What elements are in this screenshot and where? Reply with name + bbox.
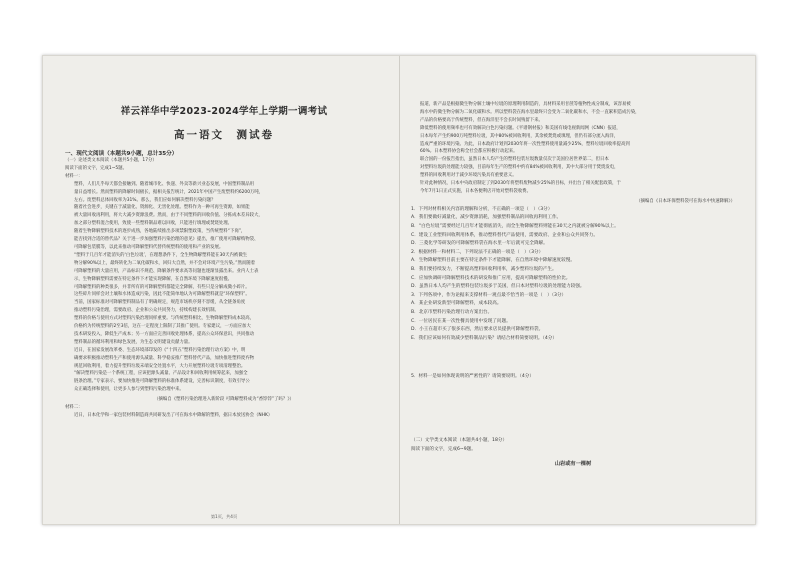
- question-item: 5．材料一是如何体现说明的严密性的？请简要说明。（4分）: [411, 374, 534, 380]
- exam-subtitle: 高一语文 测试卷: [174, 129, 274, 141]
- subsection-heading: （二）文学类文本阅读（本题共4小题，18分）: [411, 437, 508, 443]
- paragraph-line: 链条治理。”专家表示，要加快推进可降解塑料的标准体系建设，完善标识制度，有效引导公: [74, 379, 250, 385]
- question-item: B．“白色垃圾”需要经过几百年才能彻底消失，而全生物降解塑料则能在30天之内就被分解90%以上。: [411, 224, 619, 230]
- paragraph-line: 塑料的价格与使用方式对塑料污染治理同样重要。与传统塑料相比，生物降解塑料成本较高，: [74, 316, 255, 322]
- paragraph-line: 随着生物降解塑料技术的逐步成熟，各地陆续推出多项禁限塑政策，当传统塑料“下岗”，: [74, 229, 246, 235]
- paragraph-line: 可降解塑料的大量应用，产品标识不规范、降解条件要求高等问题也逐渐显露出来。业内人士表: [74, 268, 259, 274]
- paragraph-line: 造成严重的环境污染。为此，日本政府计划到2030年将一次性塑料使用量减少25%，塑料垃圾回收率提高到: [420, 141, 630, 147]
- question-item: B．北京市塑料污染治理行动方案出台。: [411, 310, 493, 315]
- page-fold-line: [399, 56, 400, 524]
- paragraph-line: 塑料，人们几乎每天都会接触到。随着城市化、快递、外卖等新兴业态发展，中国塑料制品用: [74, 181, 255, 187]
- left-page: [65, 56, 383, 524]
- question-item: A．我们要做好减量化，减少资源消耗，加强塑料制品的回收再利用工作。: [411, 215, 562, 221]
- paragraph-line: 可降解包装膜等，以此来推动可降解塑料代替传统塑料的使用和产业的发展。: [74, 244, 224, 250]
- paragraph-line: 价格约为传统塑料的2至3倍，这在一定程度上限制了其推广使用。专家建议，一方面应加大: [74, 324, 251, 330]
- paragraph-line: 示，生物降解塑料需要在特定条件下才能实现降解，在自然环境下降解速度很慢。: [74, 276, 233, 282]
- paragraph-line: 众正确选择和使用，让更多人参与到塑料污染治理中来。: [74, 387, 184, 393]
- right-page: [411, 56, 735, 524]
- subsection-instruction: 阅读下面的文字，完成1~5题。: [65, 165, 127, 171]
- paragraph-line: 对塑料垃圾的处理能力较强，目前每年生产的塑料中约有84%被回收利用，其中大部分用于焚烧发电，: [420, 165, 619, 171]
- paragraph-line: 随着社会进步，关键在于减量化、资源化、无害化处理。塑料作为一种可再生资源，如果能: [74, 205, 250, 211]
- paragraph-line: 左右。废塑料总体回收率为31%。那么，我们应如何解决塑料污染问题？: [74, 197, 216, 203]
- paragraph-line: 被大量回收再利用，将大大减少资源浪费。然而，由于不同塑料的回收价值、分拣成本差异较大，: [74, 213, 263, 219]
- paragraph-line: 技术研发投入，降低生产成本；另一方面应完善回收处理体系，提高公众环保意识，共同推动: [74, 331, 255, 337]
- paragraph-line: 日本每年产生约900万吨塑料垃圾，其中80%被回收利用，其余被焚烧或填埋，但仍有部分流入海洋，: [420, 133, 619, 139]
- paragraph: 近日，日本化学和一家包装材料制造商共同研发出了可在海水中降解的塑料，据日本放送协会（NHK）: [74, 413, 273, 419]
- material-two-text: [411, 101, 735, 196]
- question-item: C．应加快调研可降解塑料技术的研发和推广应用，提高可降解塑料的性价比。: [411, 275, 571, 281]
- material-label: 材料二：: [65, 405, 83, 411]
- exam-title: 祥云祥华中学2023-2024学年上学期一调考试: [120, 106, 328, 117]
- paragraph-line: 推动塑料污染治理，需要政府、企业和公众共同努力，持续构建长效机制。: [74, 308, 219, 314]
- question-item: E．我们应该如何有效减少塑料制品污染？请结合材料简要说明。（4分）: [411, 335, 557, 341]
- paragraph-line: 降低塑料的使用频率也可有效解决白色污染问题。《平谱钢材报》和美国有线电视新闻网（CNN）报道，: [420, 125, 621, 131]
- page-number: 第1页，共4页: [210, 514, 238, 519]
- subsection-instruction: 阅读下面的文字，完成6~9题。: [411, 446, 476, 452]
- question-item: B．我们要持续发力，不断提高塑料回收利用率，减少塑料垃圾的产生。: [411, 267, 557, 273]
- paragraph-line: 海水中的微生物分解为二氧化碳和水。所以塑料袋在海水里最终只会变为二氧化碳和水，不会一直累积造成污染，: [420, 109, 640, 115]
- question-list: [411, 206, 735, 344]
- question-item: 1．下列对材料相关内容的理解和分析，不正确的一项是（ ）（3分）: [411, 206, 553, 212]
- question-item: 3．下列各项中，作为论据来支撑材料一观点最不恰当的一项是（ ）（3分）: [411, 292, 567, 298]
- question-item: D．三菱化学等研发的可降解塑料袋在海水里一年后就可完全降解。: [411, 241, 548, 247]
- paragraph-line: 加之部分塑料混合使用，致使一些塑料制品难以回收，只能进行填埋或焚烧处理。: [74, 221, 233, 227]
- question-item: A．生物降解塑料目前主要在特定条件下才能降解，在自然环境中降解速度较慢。: [411, 258, 575, 264]
- material-label: 材料一：: [65, 173, 83, 179]
- question-item: D．虽然日本人均产生的塑料包装垃圾多于美国，但日本对塑料垃圾的处理能力较强。: [411, 284, 585, 290]
- paragraph-line: 规范回收利用，着力提升塑料垃圾末端安全处置水平，大力开展塑料垃圾专项清理整治。: [74, 363, 246, 369]
- paragraph-line: 当前，国家标准对可降解塑料制品有了明确规定，规范市场秩序刻不容缓，从全链条角度: [74, 300, 246, 306]
- question-item: C．建设工业塑料回收利用体系，推动塑料替代产品使用，需要政府、企业和公众共同努力。: [411, 232, 598, 238]
- source-citation: （摘编自《日本环保塑料袋可在海水中快速降解》）: [636, 198, 735, 204]
- paragraph-line: 物分解90%以上，最终转化为二氧化碳和水，回归大自然，并不会对环境产生污染。”然而随着: [74, 260, 256, 266]
- paragraph-line: “塑料于几百年才能消失的‘白色垃圾’，在理想条件下，全生物降解塑料能在30天内被微生: [74, 252, 248, 258]
- paragraph-line: 联合国的一份报告指出，虽然日本人均产生的塑料包装垃圾数量仅次于美国位居世界第二，但日本: [420, 157, 609, 163]
- material-one-text: [65, 181, 383, 394]
- question-item: D．小王在超市买了很多东西，然后要求店员提供可降解塑料袋。: [411, 327, 544, 333]
- source-citation: （摘编自《塑料污染治理进入新阶段 可降解塑料成为“香饽饽”了吗？》）: [154, 397, 294, 403]
- question-item: A．某企业研发新型可降解塑料，成本较高。: [411, 301, 502, 307]
- subsection-heading: （一）论述类文本阅读（本题共5小题，17分）: [65, 158, 157, 163]
- question-item: 2．根据材料一和材料二，下列说法不正确的一项是（ ）（3分）: [411, 249, 544, 255]
- story-title: 山岩或有一棵树: [554, 461, 592, 468]
- paragraph-line: 量日益增长。然而塑料的降解时间极长，据相关报告统计，2021年中国产生废塑料约6200万吨，: [74, 189, 264, 195]
- paragraph-line: 60%。日本塑料协会称全社会都应积极行动起来。: [420, 149, 518, 155]
- section-heading: 一、现代文阅读（本题共9小题，总计35分）: [65, 151, 178, 157]
- paragraph-line: 近日，在国家发展改革委、生态环境部印发的《“十四五”塑料污染治理行动方案》中，明: [74, 347, 246, 353]
- paragraph-line: 今年7月1日正式实施，日本各便利店开始对塑料袋收费。: [420, 188, 531, 194]
- paragraph-line: 确要求积极推动塑料生产和使用源头减量、科学稳妥推广塑料替代产品，加快推进塑料废弃物: [74, 355, 255, 361]
- paragraph-line: 可降解塑料的种类很多，并非所有的可降解塑料都能完全降解，有些只是分解成微小碎片。: [74, 284, 250, 290]
- paragraph-line: 针对此种情况，日本中央政府制定了到2030年将塑料废物减少25%的目标，并出台了相关配套政策，于: [420, 181, 621, 187]
- paragraph-line: 塑料的回收利用对于减少环境污染具有重要意义。: [420, 173, 517, 179]
- paragraph-line: 塑料制品的循环利用和绿色发展，为生态文明建设贡献力量。: [74, 339, 193, 345]
- paragraph-line: 报道，新产品是根据微生物分解土壤中垃圾的原理利用制造的，具材料采用甘蔗等植物性成分制成，该容易被: [420, 102, 631, 107]
- paragraph-line: 能否找到合适的替代品？关于进一步加强塑料污染治理的意见》提出，推广使用可降解购物袋、: [74, 237, 259, 243]
- question-item: C．一位居民在某一次性餐具使用中发现了问题。: [411, 318, 511, 324]
- paragraph-line: 这些碎片同样会对土壤和水体造成污染，因此不能简单地认为可降解塑料就是“环保塑料”。: [74, 292, 250, 298]
- scanned-exam-paper: [42, 55, 756, 525]
- paragraph-line: “解决塑料污染是一个系统工程，应该把源头减量、产品设计和回收利用统筹起来，加强全: [74, 371, 248, 377]
- paragraph-line: 产品的价格要高于传统塑料，但在海洋里不会长时间残留下来。: [420, 117, 543, 123]
